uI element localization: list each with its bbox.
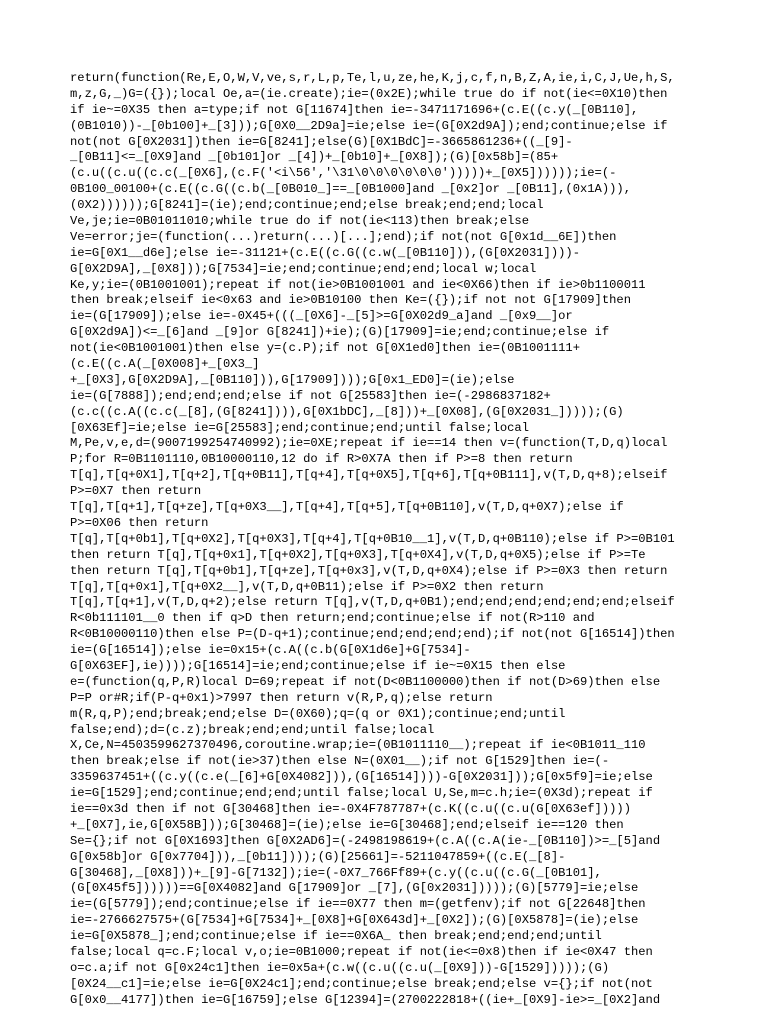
code-line: return(function(Re,E,O,W,V,ve,s,r,L,p,Te,l,u,ze,he,K,j,c,f,n,B,Z,A,ie,i,C,J,Ue,h,S, — [70, 71, 675, 85]
code-line: (0X2))))));G[8241]=(ie);end;continue;end;else break;end;end;local — [70, 198, 544, 213]
code-line: then return T[q],T[q+0x1],T[q+0X2],T[q+0X3],T[q+0X4],v(T,D,q+0X5);else if P>=Te — [70, 547, 646, 562]
code-line: ie=(G[7888]);end;end;end;else if not G[25583]then ie=(-2986837182+ — [70, 388, 551, 403]
code-line: [0X24__c1]=ie;else ie=G[0X24c1];end;continue;else break;end;else v={};if not(not — [70, 976, 653, 991]
code-line: [0X63Ef]=ie;else ie=G[25583];end;continue;end;until false;local — [70, 420, 529, 435]
code-line: ie=G[0X1__d6e];else ie=-31121+(c.E((c.G((c.w(_[0B110])),(G[0X2031])))- — [70, 245, 580, 260]
code-document — [70, 71, 698, 1009]
code-line: then break;else if not(ie>37)then else N=(0X01__);if not G[1529]then ie=(- — [70, 754, 610, 769]
code-line: _[0B11]<=_[0X9]and _[0b101]or _[4])+_[0b10]+_[0X8]);(G)[0x58b]=(85+ — [70, 150, 559, 165]
code-line: ie=G[0X5878_];end;continue;else if ie==0X6A_ then break;end;end;end;until — [70, 929, 602, 944]
code-line: (c.c((c.A((c.c(_[8],(G[8241]))),G[0X1bDC],_[8]))+_[0X08],(G[0X2031_]))));(G) — [70, 404, 624, 419]
code-line: P=P or#R;if(P-q+0x1)>7997 then return v(R,P,q);else return — [70, 690, 493, 705]
code-line: G[0x0__4177])then ie=G[16759];else G[12394]=(2700222818+((ie+_[0X9]-ie>=_[0X2]and — [70, 992, 661, 1007]
code-line: ie=(G[5779]);end;continue;else if ie==0X77 then m=(getfenv);if not G[22648]then — [70, 897, 646, 912]
code-line: if ie~=0X35 then a=type;if not G[11674]then ie=-3471171696+(c.E((c.y(_[0B110], — [70, 102, 639, 117]
code-line: P>=0X7 then return — [70, 484, 202, 499]
code-line: M,Pe,v,e,d=(9007199254740992);ie=0XE;repeat if ie==14 then v=(function(T,D,q)local — [70, 436, 668, 451]
code-line: (c.u((c.u((c.c(_[0X6],(c.F('<i\56','\31\0\0\0\0\0\0')))))+_[0X5])))));ie=(- — [70, 166, 617, 181]
code-line: T[q],T[q+0b1],T[q+0X2],T[q+0X3],T[q+4],T[q+0B10__1],v(T,D,q+0B110);else if P>=0B101 — [70, 531, 675, 546]
code-line: (c.E((c.A(_[0X008]+_[0X3_] — [70, 357, 260, 372]
code-line: (G[0X45f5])))))==G[0X4082]and G[17909]or _[7],(G[0x2031]))));(G)[5779]=ie;else — [70, 881, 639, 896]
code-line: +_[0X7],ie,G[0X58B]));G[30468]=(ie);else ie=G[30468];end;elseif ie==120 then — [70, 817, 624, 832]
code-line: +_[0X3],G[0X2D9A],_[0B110])),G[17909])));G[0x1_ED0]=(ie);else — [70, 372, 515, 387]
code-line: T[q],T[q+1],v(T,D,q+2);else return T[q],v(T,D,q+0B1);end;end;end;end;end;end;elseif — [70, 595, 675, 610]
code-line: then break;elseif ie<0x63 and ie>0B10100 then Ke=({});if not not G[17909]then — [70, 293, 631, 308]
code-line: P;for R=0B1101110,0B10000110,12 do if R>0X7A then if P>=8 then return — [70, 452, 573, 467]
code-line: ie=(G[16514]);else ie=0x15+(c.A((c.b(G[0X1d6e]+G[7534]- — [70, 643, 471, 658]
code-line: Ke,y;ie=(0B1001001);repeat if not(ie>0B1001001 and ie<0X66)then if ie>0b1100011 — [70, 277, 646, 292]
code-line: G[0X2d9A])<=_[6]and _[9]or G[8241])+ie);(G)[17909]=ie;end;continue;else if — [70, 325, 610, 340]
code-line: G[0X63EF],ie))));G[16514]=ie;end;continue;else if ie~=0X15 then else — [70, 658, 566, 673]
code-line: not(not G[0X2031])then ie=G[8241];else(G)[0X1BdC]=-3665861236+((_[9]- — [70, 134, 573, 149]
code-line: m(R,q,P);end;break;end;else D=(0X60);q=(q or 0X1);continue;end;until — [70, 706, 566, 721]
code-line: 3359637451+((c.y((c.e(_[6]+G[0X4082])),(G[16514])))-G[0X2031]));G[0x5f9]=ie;else — [70, 770, 653, 785]
code-line: ie=(G[17909]);else ie=-0X45+(((_[0X6]-_[5]>=G[0X02d9_a]and _[0x9__]or — [70, 309, 573, 324]
code-line: o=c.a;if not G[0x24c1]then ie=0x5a+(c.w((c.u((c.u(_[0X9]))-G[1529]))));(G) — [70, 960, 610, 975]
code-line: m,z,G,_)G=({});local Oe,a=(ie.create);ie=(0x2E);while true do if not(ie<=0X10)then — [70, 86, 668, 101]
code-line: Ve,je;ie=0B01011010;while true do if not(ie<113)then break;else — [70, 214, 529, 229]
code-line: ie==0x3d then if not G[30468]then ie=-0X4F787787+(c.K((c.u((c.u(G[0X63ef])))) — [70, 801, 631, 816]
code-line: G[30468],_[0X8]))+_[9]-G[7132]);ie=(-0X7_766Ff89+(c.y((c.u((c.G(_[0B101], — [70, 865, 602, 880]
code-line: false;end);d=(c.z);break;end;end;until false;local — [70, 722, 435, 737]
code-line: T[q],T[q+0X1],T[q+2],T[q+0B11],T[q+4],T[q+0X5],T[q+6],T[q+0B111],v(T,D,q+8);elseif — [70, 468, 668, 483]
code-line: G[0X2D9A],_[0X8]));G[7534]=ie;end;continue;end;end;local w;local — [70, 261, 537, 276]
code-line: T[q],T[q+0x1],T[q+0X2__],v(T,D,q+0B11);else if P>=0X2 then return — [70, 579, 544, 594]
code-line: ie=G[1529];end;continue;end;end;until false;local U,Se,m=c.h;ie=(0X3d);repeat if — [70, 786, 653, 801]
code-line: P>=0X06 then return — [70, 515, 209, 530]
code-line: Se={};if not G[0X1693]then G[0X2AD6]=(-2498198619+(c.A((c.A(ie-_[0B110])>=_[5]and — [70, 833, 661, 848]
code-line: R<0b111101__0 then if q>D then return;end;continue;else if not(R>110 and — [70, 611, 595, 626]
code-line: G[0x58b]or G[0x7704])),_[0b11])));(G)[25661]=-5211047859+((c.E(_[8]- — [70, 849, 566, 864]
code-line: Ve=error;je=(function(...)return(...)[...];end);if not(not G[0x1d__6E])then — [70, 229, 617, 244]
code-line: then return T[q],T[q+0b1],T[q+ze],T[q+0x3],v(T,D,q+0X4);else if P>=0X3 then return — [70, 563, 668, 578]
code-line: false;local q=c.F;local v,o;ie=0B1000;repeat if not(ie<=0x8)then if ie<0X47 then — [70, 944, 653, 959]
code-line: T[q],T[q+1],T[q+ze],T[q+0X3__],T[q+4],T[q+5],T[q+0B110],v(T,D,q+0X7);else if — [70, 500, 624, 515]
code-line: X,Ce,N=4503599627370496,coroutine.wrap;ie=(0B1011110__);repeat if ie<0B1011_110 — [70, 738, 646, 753]
code-line: not(ie<0B1001001)then else y=(c.P);if not G[0X1ed0]then ie=(0B1001111+ — [70, 341, 580, 356]
code-line: e=(function(q,P,R)local D=69;repeat if not(D<0B1100000)then if not(D>69)then else — [70, 674, 661, 689]
code-line: (0B1010))-_[0b100]+_[3]));G[0X0__2D9a]=ie;else ie=(G[0X2d9A]);end;continue;else if — [70, 118, 668, 133]
code-line: R<0B10000110)then else P=(D-q+1);continue;end;end;end;end);if not(not G[16514])then — [70, 627, 675, 642]
code-line: ie=-2766627575+(G[7534]+G[7534]+_[0X8]+G[0X643d]+_[0X2]);(G)[0X5878]=(ie);else — [70, 913, 639, 928]
code-line: 0B100_00100+(c.E((c.G((c.b(_[0B010_]==_[0B1000]and _[0x2]or _[0B11],(0x1A))), — [70, 182, 631, 197]
